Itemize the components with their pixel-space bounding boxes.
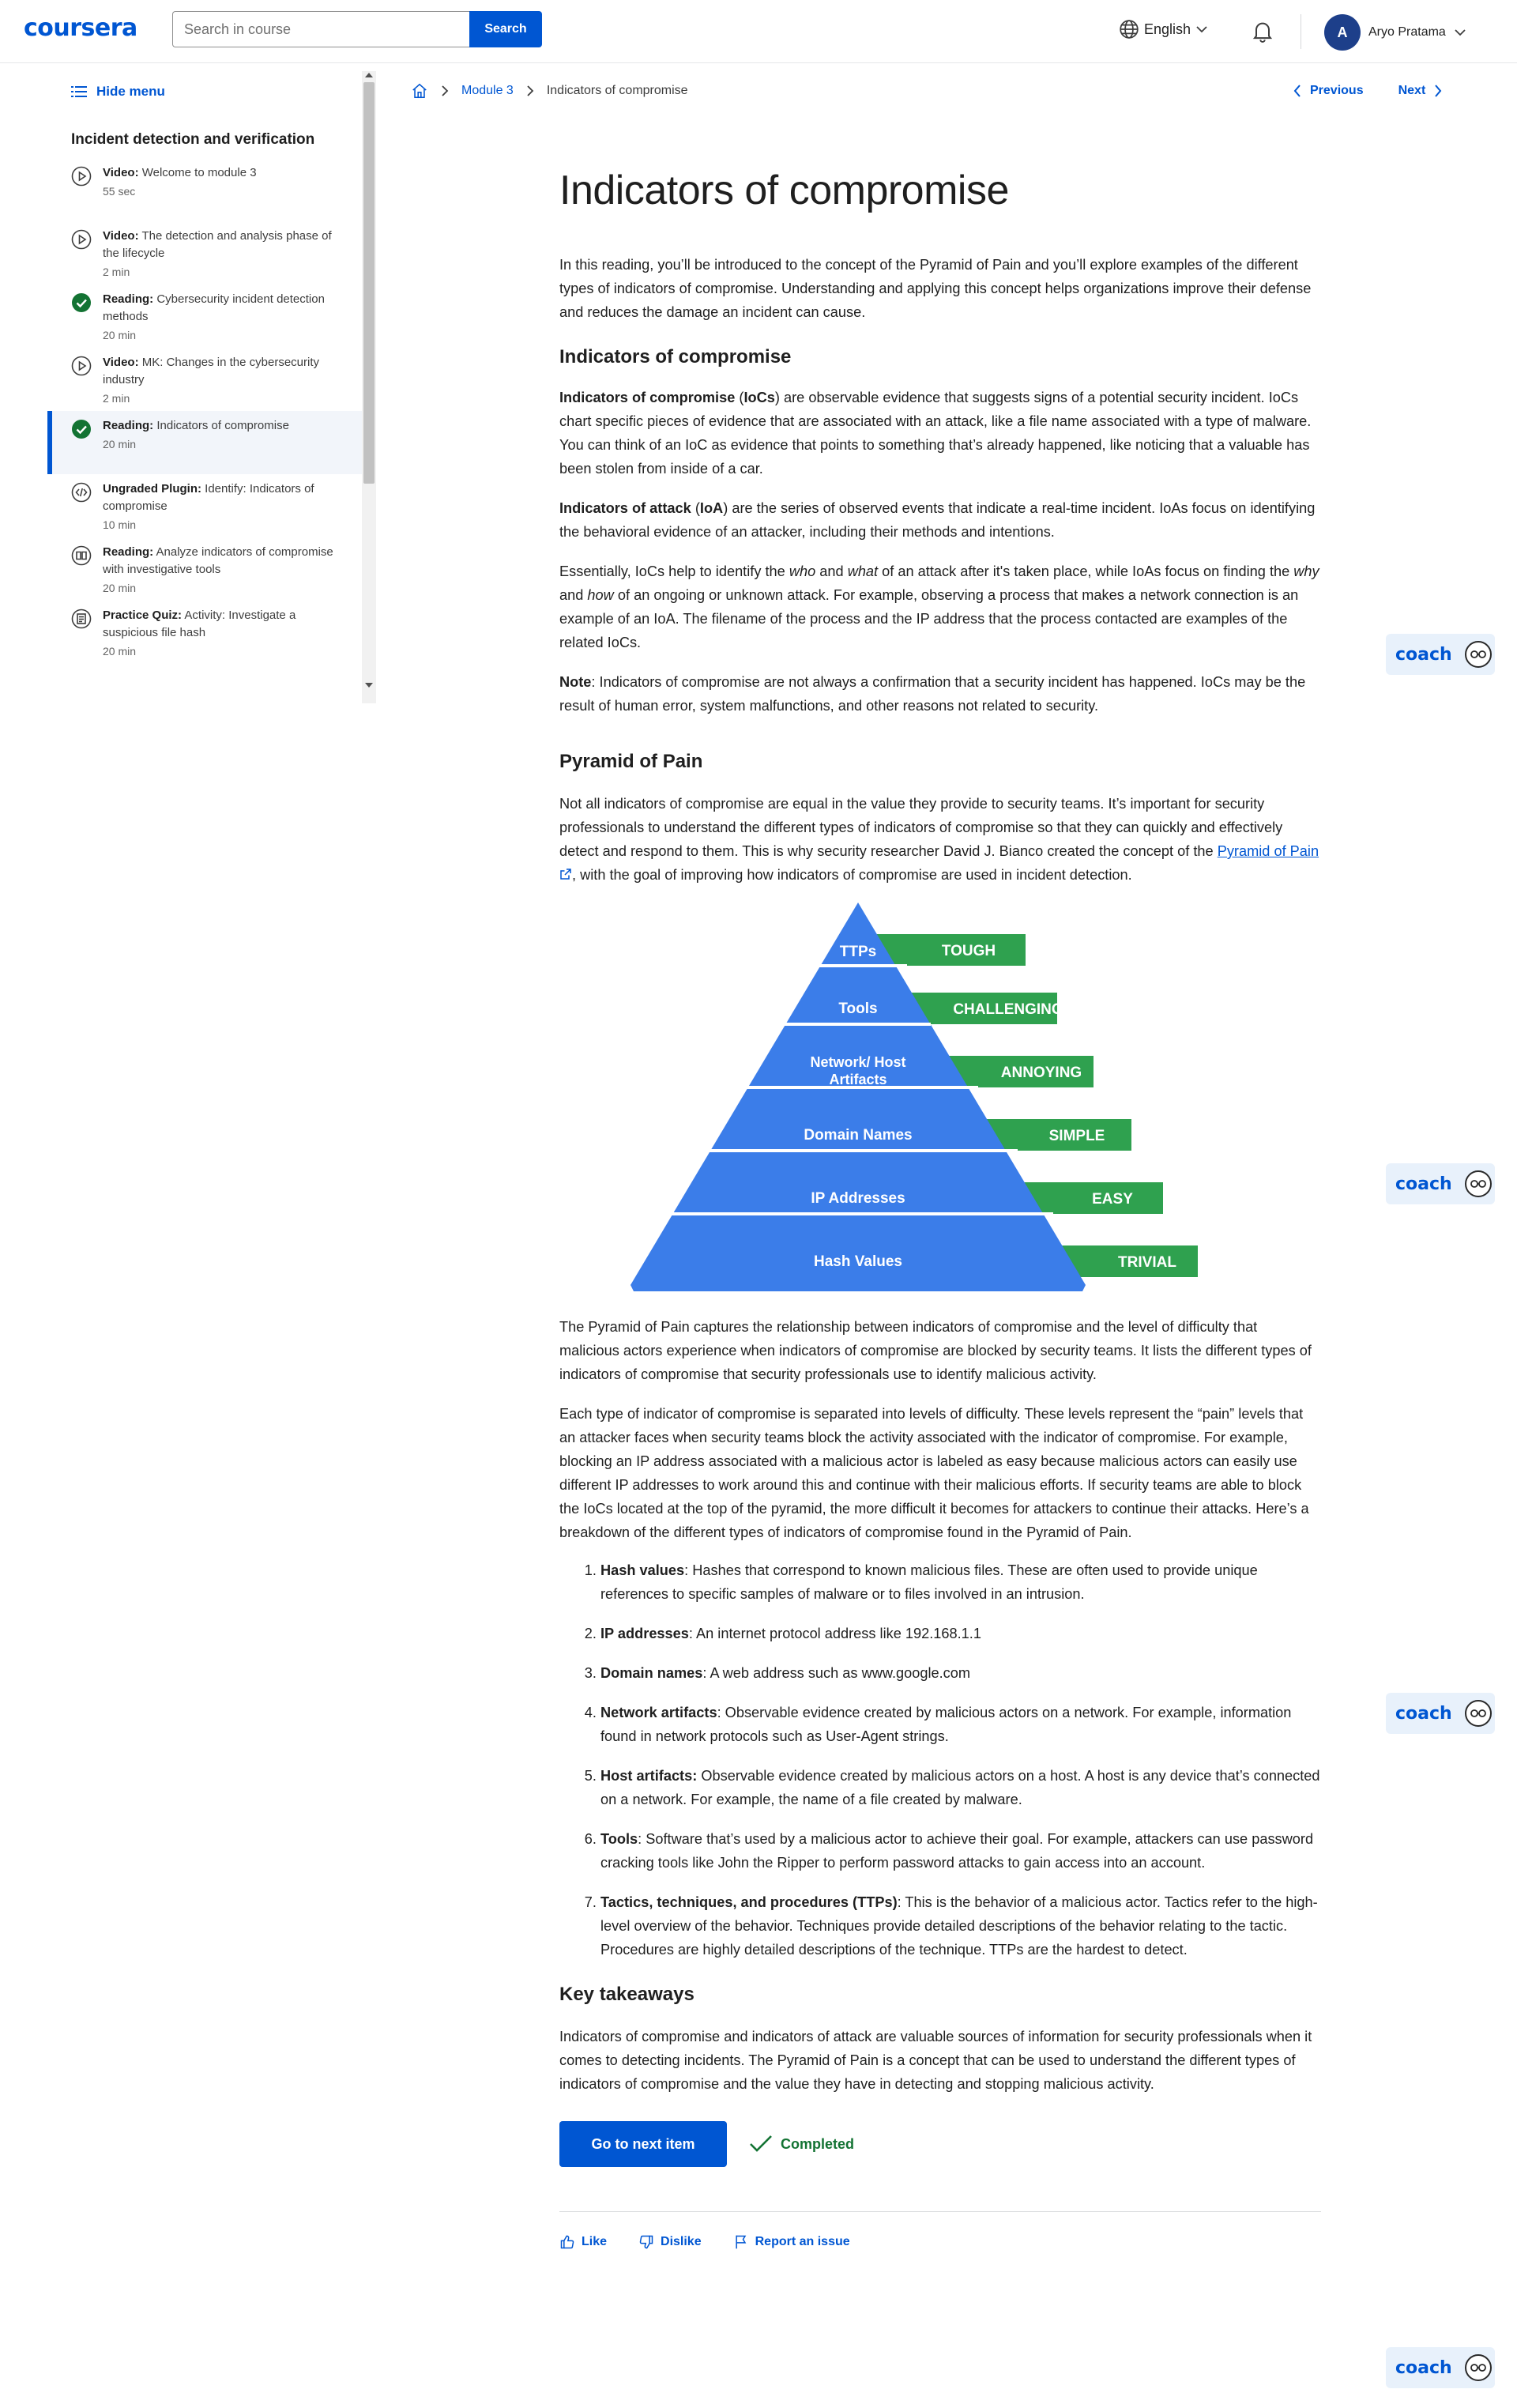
- pain-label-simple: SIMPLE: [1048, 1128, 1105, 1144]
- dislike-button[interactable]: [638, 2234, 702, 2250]
- pyramid-level-tools: Tools: [838, 1001, 878, 1017]
- coach-label: coach: [1395, 2357, 1452, 2378]
- scroll-up-arrow-icon[interactable]: [365, 73, 373, 77]
- sidebar-item-label: Reading: Analyze indicators of compromise with investigative tools: [103, 545, 333, 576]
- sidebar-item-detection-methods[interactable]: [47, 285, 365, 348]
- coach-label: coach: [1395, 1703, 1452, 1724]
- go-to-next-item-button[interactable]: Go to next item: [559, 2121, 727, 2167]
- sidebar-item-duration: 2 min: [103, 266, 130, 278]
- pyramid-level-hash-values: Hash Values: [814, 1253, 902, 1270]
- like-label: Like: [582, 2235, 608, 2248]
- home-icon[interactable]: [411, 82, 428, 100]
- pyramid-level-ttps: TTPs: [839, 944, 877, 960]
- search-button[interactable]: Search: [469, 11, 542, 47]
- intro-paragraph: In this reading, you’ll be introduced to the concept of the Pyramid of Pain and you’ll explore examples of the different types of indicators of compromise. Understanding and applying this concept helps organizations improve their defense and reduces the damage an incident can cause.: [559, 257, 1312, 320]
- previous-label: Previous: [1310, 84, 1364, 97]
- coach-icon: [1465, 1700, 1492, 1727]
- like-button[interactable]: [559, 2234, 607, 2250]
- module-title: Incident detection and verification: [71, 131, 315, 148]
- user-name: Aryo Pratama: [1368, 25, 1446, 39]
- sidebar-nav-list: [47, 158, 365, 664]
- play-icon: [71, 356, 92, 376]
- pain-label-challenging: CHALLENGING: [953, 1001, 1063, 1018]
- pyramid-intro-paragraph: Not all indicators of compromise are equal in the value they provide to security teams. It’s important for security professionals to understand the different types of indicators of compromise so that they can quickly and effectively detect and respond to them. This is why security researcher David J. Bianco created the concept of the Pyramid of Pain , with the goal of improving how indicators of compromise are used in incident detection.: [559, 796, 1319, 883]
- sidebar-scroll-thumb[interactable]: [363, 82, 375, 484]
- sidebar-item-label: Video: Welcome to module 3: [103, 166, 257, 179]
- coach-icon: [1465, 641, 1492, 668]
- sidebar-item-duration: 10 min: [103, 518, 137, 531]
- coursera-logo[interactable]: coursera: [24, 14, 137, 42]
- coach-label: coach: [1395, 1174, 1452, 1194]
- reading-article: [559, 164, 1321, 2250]
- sidebar-item-duration: 20 min: [103, 438, 137, 450]
- search-input[interactable]: [172, 11, 469, 47]
- scroll-down-arrow-icon[interactable]: [365, 683, 373, 688]
- sidebar-item-label: Practice Quiz: Activity: Investigate a suspicious file hash: [103, 609, 296, 639]
- heading-indicators-of-compromise: Indicators of compromise: [559, 346, 792, 367]
- completed-status: [749, 2135, 854, 2154]
- page-title: Indicators of compromise: [559, 168, 1009, 213]
- essentially-paragraph: Essentially, IoCs help to identify the who and what of an attack after it's taken place, while IoAs focus on finding the why and how of an ongoing or unknown attack. For example, observing a process that makes a network connection is an example of an IoA. The filename of the process and the IP address that the process contacted are examples of the related IoCs.: [559, 563, 1319, 650]
- avatar: A: [1324, 14, 1361, 51]
- coach-button[interactable]: [1386, 1693, 1495, 1734]
- list-item: 2. IP addresses: An internet protocol address like 192.168.1.1: [600, 1622, 1321, 1645]
- checkmark-icon: [749, 2135, 773, 2154]
- feedback-divider: [559, 2211, 1321, 2212]
- list-menu-icon: [71, 85, 87, 99]
- breadcrumb-current: Indicators of compromise: [546, 84, 688, 97]
- indicator-types-list: [559, 1558, 1321, 1961]
- check-complete-icon: [71, 292, 92, 313]
- chevron-down-icon: [1195, 23, 1208, 36]
- pyramid-of-pain-diagram: [559, 903, 1321, 1306]
- dislike-label: Dislike: [661, 2235, 702, 2248]
- sidebar-item-duration: 55 sec: [103, 185, 136, 198]
- code-icon: [71, 482, 92, 503]
- quiz-icon: [71, 609, 92, 629]
- sidebar-item-label: Video: MK: Changes in the cybersecurity industry: [103, 356, 320, 386]
- report-issue-label: Report an issue: [755, 2235, 850, 2248]
- pyramid-level-ip-addresses: IP Addresses: [811, 1190, 905, 1207]
- sidebar-item-label: Reading: Indicators of compromise: [103, 419, 289, 432]
- pyramid-levels-paragraph: Each type of indicator of compromise is separated into levels of difficulty. These levels represent the “pain” levels that an attacker faces when security teams block the activity associated with the indicator of compromise. For example, blocking an IP address associated with a malicious actor is labeled as easy because malicious actors can easily use different IP addresses to work around this and continue with their malicious efforts. If security teams are able to block the IoCs located at the top of the pyramid, the more difficult it becomes for attackers to continue their attacks. Here’s a breakdown of the different types of indicators of compromise found in the Pyramid of Pain.: [559, 1406, 1309, 1540]
- previous-button[interactable]: [1293, 84, 1364, 98]
- sidebar-item-detection-phase[interactable]: [47, 221, 365, 285]
- sidebar-item-label: Reading: Cybersecurity incident detection methods: [103, 292, 325, 323]
- sidebar-item-analyze-indicators[interactable]: [47, 537, 365, 601]
- pyramid-level-artifacts: Network/ Host Artifacts: [810, 1054, 906, 1087]
- takeaways-paragraph: Indicators of compromise and indicators of attack are valuable sources of information for security professionals when it comes to detecting incidents. The Pyramid of Pain is a concept that can be used to understand the different types of indicators of compromise and the value they have in detecting and stopping malicious activity.: [559, 2029, 1312, 2092]
- play-icon: [71, 166, 92, 187]
- completed-label: Completed: [781, 2135, 855, 2152]
- pain-label-tough: TOUGH: [941, 943, 996, 959]
- chevron-right-icon: [525, 85, 536, 97]
- pain-label-easy: EASY: [1092, 1191, 1133, 1208]
- external-link-icon[interactable]: [559, 868, 572, 880]
- coach-button[interactable]: [1386, 2347, 1495, 2388]
- next-button[interactable]: [1398, 84, 1444, 98]
- course-sidebar: [47, 63, 382, 695]
- sidebar-item-duration: 20 min: [103, 582, 137, 594]
- sidebar-item-mk-changes[interactable]: [47, 348, 365, 411]
- breadcrumb-module-link[interactable]: Module 3: [461, 84, 514, 97]
- list-item: 1. Hash values: Hashes that correspond to known malicious files. These are often used to provide unique references to specific samples of malware or to files involved in an intrusion.: [600, 1558, 1321, 1606]
- note-paragraph: Note: Indicators of compromise are not always a confirmation that a security incident has happened. IoCs may be the result of human error, system malfunctions, and other reasons not related to security.: [559, 674, 1306, 714]
- language-selector[interactable]: [1119, 19, 1208, 40]
- feedback-bar: [559, 2234, 1321, 2250]
- breadcrumb: [411, 82, 688, 100]
- flag-icon: [733, 2234, 749, 2250]
- sidebar-item-duration: 2 min: [103, 392, 130, 405]
- globe-icon: [1119, 19, 1139, 40]
- play-icon: [71, 229, 92, 250]
- sidebar-item-duration: 20 min: [103, 645, 137, 658]
- notifications-bell-icon[interactable]: [1250, 17, 1275, 44]
- coach-label: coach: [1395, 644, 1452, 665]
- top-header: [0, 0, 1517, 63]
- sidebar-item-label: Ungraded Plugin: Identify: Indicators of compromise: [103, 482, 314, 513]
- coach-icon: [1465, 1170, 1492, 1197]
- chevron-down-icon: [1454, 26, 1466, 39]
- thumbs-down-icon: [638, 2234, 654, 2250]
- report-issue-button[interactable]: [733, 2234, 850, 2250]
- heading-key-takeaways: Key takeaways: [559, 1984, 695, 2005]
- sidebar-item-welcome[interactable]: [47, 158, 365, 221]
- ioa-definition: Indicators of attack (IoA) are the series of observed events that indicate a real-time incident. IoAs focus on identifying the behavioral evidence of an attacker, including their methods and intentions.: [559, 500, 1316, 540]
- user-menu[interactable]: [1324, 14, 1466, 51]
- sidebar-item-practice-quiz[interactable]: [47, 601, 365, 664]
- sidebar-item-identify-plugin[interactable]: [47, 474, 365, 537]
- pyramid-svg: [559, 903, 1321, 1306]
- ioc-definition: Indicators of compromise (IoCs) are observable evidence that suggests signs of a potential security incident. IoCs chart specific pieces of evidence that are associated with an attack, like a file name associated with a type of malware. You can think of an IoC as evidence that points to something that’s already happened, like noticing that a valuable has been stolen from inside of a car.: [559, 390, 1312, 477]
- hide-menu-button[interactable]: [71, 84, 165, 100]
- list-item: 7. Tactics, techniques, and procedures (TTPs): This is the behavior of a malicious actor. Tactics refer to the high-level overview of the behavior. Techniques provide detailed descriptions of the behavior relating to the tactic. Procedures are highly detailed descriptions of the technique. TTPs are the hardest to detect.: [600, 1890, 1321, 1961]
- chevron-left-icon: [1293, 84, 1302, 98]
- heading-pyramid-of-pain: Pyramid of Pain: [559, 751, 703, 772]
- language-label: English: [1144, 21, 1191, 37]
- pyramid-of-pain-link[interactable]: Pyramid of Pain: [1217, 843, 1319, 859]
- search-bar: [172, 11, 542, 47]
- list-item: 3. Domain names: A web address such as www.google.com: [600, 1661, 1321, 1685]
- check-complete-icon: [71, 419, 92, 439]
- pyramid-relationship-paragraph: The Pyramid of Pain captures the relationship between indicators of compromise and the level of difficulty that malicious actors experience when indicators of compromise are blocked by security teams. It lists the different types of indicators of compromise that security professionals use to identify malicious activity.: [559, 1319, 1312, 1382]
- sidebar-item-duration: 20 min: [103, 329, 137, 341]
- sidebar-item-label: Video: The detection and analysis phase of the lifecycle: [103, 229, 332, 260]
- completion-actions: [559, 2121, 1321, 2167]
- book-icon: [71, 545, 92, 566]
- pyramid-level-domain-names: Domain Names: [804, 1127, 913, 1144]
- item-pager: [1293, 84, 1443, 98]
- chevron-right-icon: [439, 85, 450, 97]
- list-item: 4. Network artifacts: Observable evidence created by malicious actors on a network. For example, information found in network protocols such as User-Agent strings.: [600, 1701, 1321, 1748]
- coach-icon: [1465, 2354, 1492, 2381]
- thumbs-up-icon: [559, 2234, 575, 2250]
- hide-menu-label: Hide menu: [96, 84, 165, 99]
- next-label: Next: [1398, 84, 1426, 97]
- chevron-right-icon: [1433, 84, 1443, 98]
- coach-button[interactable]: [1386, 1163, 1495, 1204]
- list-item: 5. Host artifacts: Observable evidence created by malicious actors on a host. A host is any device that’s connected on a network. For example, the name of a file created by malware.: [600, 1764, 1321, 1811]
- list-item: 6. Tools: Software that’s used by a malicious actor to achieve their goal. For example, attackers can use password cracking tools like John the Ripper to perform password attacks to gain access into an account.: [600, 1827, 1321, 1875]
- pain-label-trivial: TRIVIAL: [1118, 1254, 1176, 1271]
- coach-button[interactable]: [1386, 634, 1495, 675]
- sidebar-item-indicators-of-compromise[interactable]: [47, 411, 365, 474]
- pain-label-annoying: ANNOYING: [1000, 1065, 1082, 1081]
